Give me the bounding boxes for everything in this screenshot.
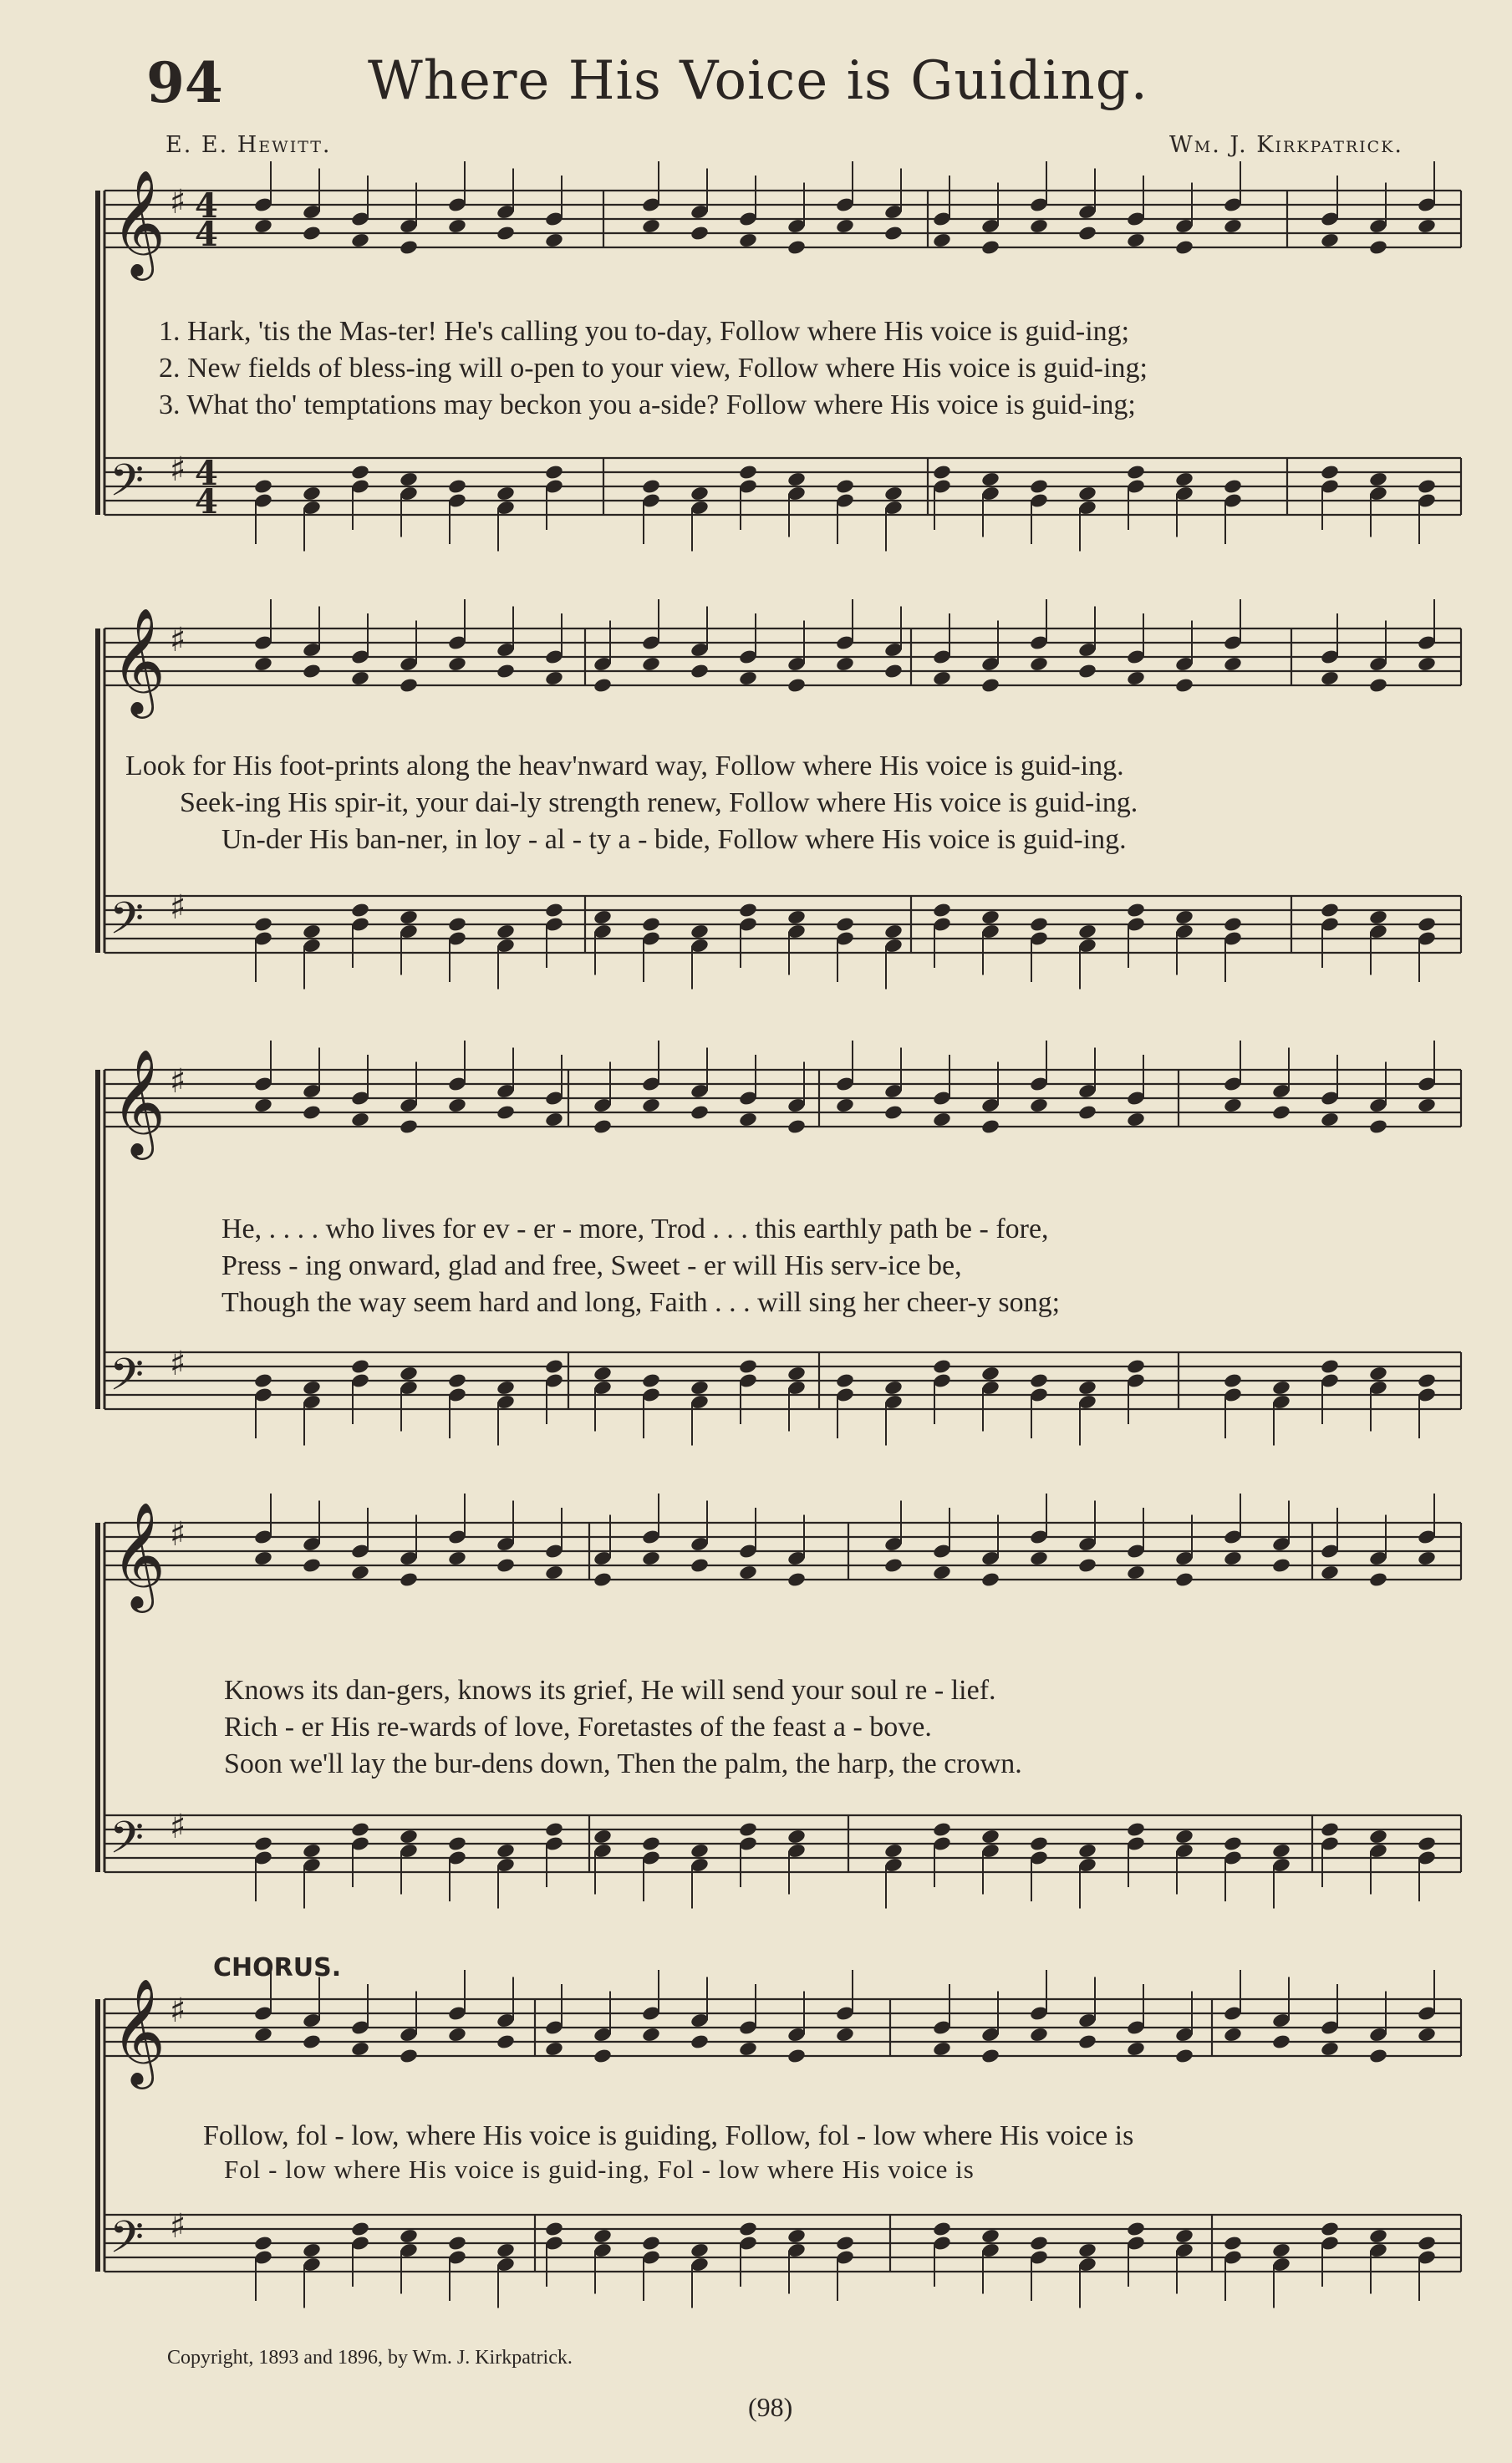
notehead	[1126, 902, 1146, 919]
notehead	[1174, 677, 1194, 694]
sharp-icon: ♯	[170, 183, 186, 221]
notehead	[350, 2041, 370, 2058]
notehead	[1126, 1821, 1146, 1838]
notehead	[690, 2242, 710, 2259]
notehead	[1029, 1550, 1049, 1567]
notehead	[399, 239, 419, 256]
notehead	[544, 2041, 564, 2058]
notehead	[690, 1380, 710, 1397]
notehead	[641, 218, 661, 235]
notehead	[980, 909, 1000, 926]
notehead	[253, 656, 273, 673]
notehead	[1126, 1112, 1146, 1128]
notehead	[253, 218, 273, 235]
notehead	[593, 677, 613, 694]
notehead	[1368, 1829, 1388, 1845]
hymn-number: 94	[146, 50, 223, 115]
notehead	[350, 1358, 370, 1375]
notehead	[496, 2033, 516, 2050]
notehead	[787, 2228, 807, 2245]
notehead	[544, 464, 564, 481]
notehead	[980, 677, 1000, 694]
lyric-line: Look for His foot-prints along the heav'nward way, Follow where His voice is guid-ing.	[125, 751, 1124, 781]
notehead	[447, 1372, 467, 1389]
notehead	[690, 486, 710, 502]
sharp-icon: ♯	[170, 888, 186, 927]
notehead	[593, 1571, 613, 1588]
notehead	[932, 2221, 952, 2237]
notehead	[350, 670, 370, 687]
sharp-icon: ♯	[170, 1062, 186, 1101]
notehead	[1029, 1372, 1049, 1389]
author: E. E. Hewitt.	[165, 132, 332, 158]
notehead	[1126, 2221, 1146, 2237]
notehead	[1174, 471, 1194, 488]
notehead	[980, 1118, 1000, 1135]
notehead	[641, 1097, 661, 1114]
notehead	[1271, 2242, 1291, 2259]
notehead	[690, 1843, 710, 1860]
notehead	[253, 2027, 273, 2043]
notehead	[253, 1097, 273, 1114]
notehead	[1320, 2221, 1340, 2237]
notehead	[1077, 486, 1097, 502]
notehead	[690, 1557, 710, 1574]
notehead	[980, 239, 1000, 256]
notehead	[399, 1118, 419, 1135]
notehead	[1320, 232, 1340, 249]
notehead	[1271, 1380, 1291, 1397]
notehead	[544, 1358, 564, 1375]
notehead	[544, 1821, 564, 1838]
sharp-icon: ♯	[170, 2207, 186, 2246]
notehead	[302, 2242, 322, 2259]
notehead	[1368, 2228, 1388, 2245]
notehead	[447, 2235, 467, 2252]
notehead	[447, 478, 467, 495]
notehead	[641, 1372, 661, 1389]
notehead	[399, 1829, 419, 1845]
treble-clef-icon: 𝄞	[111, 1048, 166, 1155]
notehead	[641, 1550, 661, 1567]
notehead	[1271, 1557, 1291, 1574]
treble-clef-icon: 𝄞	[111, 169, 166, 276]
notehead	[738, 464, 758, 481]
notehead	[593, 1118, 613, 1135]
notehead	[1077, 1380, 1097, 1397]
notehead	[883, 924, 904, 940]
notehead	[350, 2221, 370, 2237]
notehead	[932, 2041, 952, 2058]
notehead	[1223, 1835, 1243, 1852]
notehead	[1223, 1372, 1243, 1389]
notehead	[496, 486, 516, 502]
notehead	[1368, 1571, 1388, 1588]
notehead	[1320, 464, 1340, 481]
notehead	[447, 1097, 467, 1114]
notehead	[447, 218, 467, 235]
notehead	[980, 471, 1000, 488]
notehead	[1368, 1118, 1388, 1135]
notehead	[1417, 1372, 1437, 1389]
lyric-line: He, . . . . who lives for ev - er - more, Trod . . . this earthly path be - fore,	[221, 1214, 1049, 1244]
notehead	[1417, 478, 1437, 495]
notehead	[1174, 1829, 1194, 1845]
notehead	[399, 2048, 419, 2064]
notehead	[690, 663, 710, 679]
notehead	[544, 670, 564, 687]
notehead	[980, 1571, 1000, 1588]
notehead	[883, 663, 904, 679]
notehead	[787, 1118, 807, 1135]
notehead	[1320, 1565, 1340, 1581]
notehead	[544, 232, 564, 249]
treble-clef-icon: 𝄞	[111, 607, 166, 714]
notehead	[1223, 1097, 1243, 1114]
notehead	[1320, 1112, 1340, 1128]
notehead	[496, 2242, 516, 2259]
notehead	[302, 1380, 322, 1397]
notehead	[1174, 1571, 1194, 1588]
notehead	[1077, 663, 1097, 679]
notehead	[302, 1843, 322, 1860]
notehead	[932, 1358, 952, 1375]
sharp-icon: ♯	[170, 1345, 186, 1383]
notehead	[1126, 670, 1146, 687]
time-signature: 4	[195, 454, 218, 493]
notehead	[641, 2027, 661, 2043]
lyric-line: Soon we'll lay the bur-dens down, Then the palm, the harp, the crown.	[224, 1748, 1022, 1779]
notehead	[1029, 1835, 1049, 1852]
notehead	[1077, 1557, 1097, 1574]
notehead	[980, 1829, 1000, 1845]
notehead	[302, 225, 322, 242]
bass-clef-icon: 𝄢	[109, 1813, 145, 1875]
notehead	[1417, 218, 1437, 235]
notehead	[399, 677, 419, 694]
notehead	[980, 1366, 1000, 1382]
notehead	[593, 1366, 613, 1382]
chorus-lyric-line: Follow, fol - low, where His voice is guiding, Follow, fol - low where His voice is	[203, 2120, 1134, 2151]
notehead	[738, 1565, 758, 1581]
notehead	[1320, 2041, 1340, 2058]
notehead	[1271, 2033, 1291, 2050]
notehead	[787, 1571, 807, 1588]
notehead	[544, 902, 564, 919]
notehead	[496, 225, 516, 242]
notehead	[544, 2221, 564, 2237]
notehead	[835, 2027, 855, 2043]
notehead	[835, 218, 855, 235]
notehead	[1223, 2235, 1243, 2252]
notehead	[641, 2235, 661, 2252]
notehead	[1029, 2027, 1049, 2043]
notehead	[1417, 2027, 1437, 2043]
notehead	[302, 486, 322, 502]
notehead	[738, 1358, 758, 1375]
notehead	[883, 1557, 904, 1574]
lyric-line: 2. New fields of bless-ing will o-pen to your view, Follow where His voice is guid-ing;	[159, 353, 1148, 384]
notehead	[787, 1829, 807, 1845]
notehead	[883, 486, 904, 502]
notehead	[1077, 225, 1097, 242]
treble-clef-icon: 𝄞	[111, 1501, 166, 1608]
chorus-label: CHORUS.	[213, 1953, 342, 1982]
notehead	[1223, 656, 1243, 673]
notehead	[1320, 1821, 1340, 1838]
notehead	[1126, 1358, 1146, 1375]
notehead	[1320, 1358, 1340, 1375]
notehead	[835, 916, 855, 933]
notehead	[1368, 2048, 1388, 2064]
notehead	[1174, 239, 1194, 256]
notehead	[253, 478, 273, 495]
notehead	[1223, 916, 1243, 933]
notehead	[1174, 909, 1194, 926]
notehead	[1029, 1097, 1049, 1114]
notehead	[1223, 478, 1243, 495]
notehead	[1029, 218, 1049, 235]
notehead	[787, 909, 807, 926]
notehead	[253, 1372, 273, 1389]
notehead	[1174, 2228, 1194, 2245]
notehead	[835, 1372, 855, 1389]
notehead	[302, 2033, 322, 2050]
notehead	[302, 1557, 322, 1574]
notehead	[1417, 916, 1437, 933]
notehead	[447, 916, 467, 933]
hymn-title: Where His Voice is Guiding.	[368, 50, 1148, 112]
sharp-icon: ♯	[170, 621, 186, 659]
notehead	[1077, 924, 1097, 940]
lyric-line: 1. Hark, 'tis the Mas-ter! He's calling you to-day, Follow where His voice is guid-ing;	[159, 316, 1130, 347]
notehead	[883, 1843, 904, 1860]
notehead	[738, 2041, 758, 2058]
lyric-line: Though the way seem hard and long, Faith . . . will sing her cheer-y song;	[221, 1287, 1061, 1318]
sharp-icon: ♯	[170, 450, 186, 489]
notehead	[593, 2048, 613, 2064]
notehead	[302, 924, 322, 940]
notehead	[350, 1565, 370, 1581]
notehead	[690, 1104, 710, 1121]
notehead	[496, 663, 516, 679]
lyric-line: Press - ing onward, glad and free, Sweet - er will His serv-ice be,	[221, 1250, 962, 1281]
lyric-line: 3. What tho' temptations may beckon you a-side? Follow where His voice is guid-ing;	[159, 389, 1136, 420]
notehead	[350, 1821, 370, 1838]
notehead	[641, 656, 661, 673]
bass-clef-icon: 𝄢	[109, 1350, 145, 1412]
notehead	[253, 2235, 273, 2252]
notehead	[593, 909, 613, 926]
notehead	[738, 1112, 758, 1128]
page-number: (98)	[748, 2392, 793, 2422]
notehead	[835, 656, 855, 673]
notehead	[447, 1550, 467, 1567]
notehead	[787, 471, 807, 488]
lyric-line: Knows its dan-gers, knows its grief, He will send your soul re - lief.	[224, 1675, 996, 1706]
notehead	[1126, 1565, 1146, 1581]
notehead	[496, 1104, 516, 1121]
notehead	[932, 232, 952, 249]
notehead	[1320, 902, 1340, 919]
notehead	[496, 924, 516, 940]
notehead	[447, 656, 467, 673]
time-signature: 4	[195, 186, 218, 226]
notehead	[1174, 2048, 1194, 2064]
notehead	[447, 1835, 467, 1852]
notehead	[738, 232, 758, 249]
notehead	[302, 1104, 322, 1121]
notehead	[932, 1112, 952, 1128]
notehead	[641, 916, 661, 933]
notehead	[932, 1565, 952, 1581]
notehead	[738, 2221, 758, 2237]
notehead	[350, 464, 370, 481]
notehead	[593, 1829, 613, 1845]
notehead	[1029, 656, 1049, 673]
notehead	[1223, 218, 1243, 235]
notehead	[932, 902, 952, 919]
notehead	[1223, 1550, 1243, 1567]
notehead	[932, 1821, 952, 1838]
chorus-lyric-line: Fol - low where His voice is guid-ing, Fol - low where His voice is	[224, 2155, 975, 2184]
notehead	[883, 1104, 904, 1121]
notehead	[835, 2235, 855, 2252]
treble-clef-icon: 𝄞	[111, 1977, 166, 2084]
notehead	[787, 1366, 807, 1382]
lyric-line: Seek-ing His spir-it, your dai-ly strength renew, Follow where His voice is guid-ing.	[180, 787, 1138, 818]
notehead	[1271, 1843, 1291, 1860]
notehead	[690, 2033, 710, 2050]
notehead	[932, 464, 952, 481]
time-signature: 4	[195, 482, 218, 522]
notehead	[253, 1835, 273, 1852]
notehead	[350, 232, 370, 249]
sharp-icon: ♯	[170, 1515, 186, 1554]
notehead	[980, 2228, 1000, 2245]
notehead	[253, 1550, 273, 1567]
notehead	[399, 471, 419, 488]
lyric-line: Rich - er His re-wards of love, Foretastes of the feast a - bove.	[224, 1712, 932, 1743]
notehead	[738, 670, 758, 687]
notehead	[1417, 2235, 1437, 2252]
notehead	[1368, 909, 1388, 926]
notehead	[1126, 2041, 1146, 2058]
notehead	[1126, 232, 1146, 249]
time-signature: 4	[195, 215, 218, 254]
lyric-line: Un-der His ban-ner, in loy - al - ty a - bide, Follow where His voice is guid-ing.	[221, 824, 1127, 855]
notehead	[738, 902, 758, 919]
notehead	[1417, 1835, 1437, 1852]
notehead	[1417, 656, 1437, 673]
notehead	[350, 902, 370, 919]
notehead	[787, 677, 807, 694]
notehead	[1271, 1104, 1291, 1121]
notehead	[496, 1380, 516, 1397]
notehead	[1223, 2027, 1243, 2043]
notehead	[932, 670, 952, 687]
notehead	[399, 1571, 419, 1588]
notehead	[1126, 464, 1146, 481]
notehead	[690, 225, 710, 242]
notehead	[787, 239, 807, 256]
notehead	[253, 916, 273, 933]
notehead	[690, 924, 710, 940]
notehead	[399, 1366, 419, 1382]
notehead	[980, 2048, 1000, 2064]
notehead	[835, 1097, 855, 1114]
notehead	[1029, 2235, 1049, 2252]
notehead	[1077, 1843, 1097, 1860]
notehead	[544, 1565, 564, 1581]
notehead	[738, 1821, 758, 1838]
notehead	[350, 1112, 370, 1128]
sharp-icon: ♯	[170, 1808, 186, 1846]
notehead	[399, 2228, 419, 2245]
notehead	[1077, 2242, 1097, 2259]
notehead	[447, 2027, 467, 2043]
notehead	[1320, 670, 1340, 687]
notehead	[1077, 1104, 1097, 1121]
composer: Wm. J. Kirkpatrick.	[1169, 132, 1403, 158]
notehead	[1417, 1550, 1437, 1567]
notehead	[496, 1843, 516, 1860]
notehead	[883, 1380, 904, 1397]
sharp-icon: ♯	[170, 1992, 186, 2030]
notehead	[1029, 916, 1049, 933]
notehead	[641, 1835, 661, 1852]
notehead	[1417, 1097, 1437, 1114]
notehead	[544, 1112, 564, 1128]
notehead	[399, 909, 419, 926]
notehead	[1029, 478, 1049, 495]
notehead	[787, 2048, 807, 2064]
copyright: Copyright, 1893 and 1896, by Wm. J. Kirkpatrick.	[167, 2347, 573, 2369]
bass-clef-icon: 𝄢	[109, 455, 145, 517]
notehead	[496, 1557, 516, 1574]
notehead	[1368, 471, 1388, 488]
notehead	[835, 478, 855, 495]
bass-clef-icon: 𝄢	[109, 2212, 145, 2274]
notehead	[1368, 677, 1388, 694]
notehead	[593, 2228, 613, 2245]
notehead	[302, 663, 322, 679]
notehead	[1368, 239, 1388, 256]
bass-clef-icon: 𝄢	[109, 893, 145, 955]
notehead	[641, 478, 661, 495]
notehead	[883, 225, 904, 242]
notehead	[1077, 2033, 1097, 2050]
notehead	[1368, 1366, 1388, 1382]
